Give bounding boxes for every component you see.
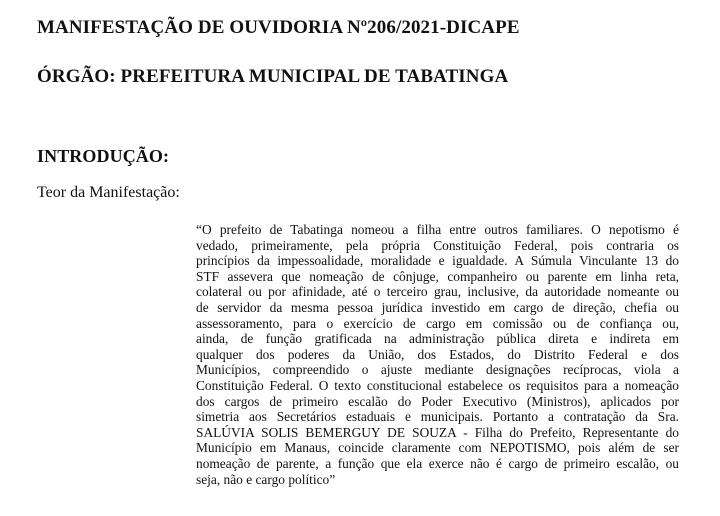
quote-line: assessoramento, para o exercício de cargo em comissão ou de confiança ou, (196, 315, 679, 331)
quote-line: qualquer dos poderes da União, dos Estados, do Distrito Federal e dos (196, 346, 679, 362)
quote-line: Constituição Federal. O texto constitucional estabelece os requisitos para a nomeação (196, 377, 679, 393)
teor-subheading: Teor da Manifestação: (37, 184, 180, 201)
quote-line: colateral ou por afinidade, até o terceiro grau, inclusive, da autoridade nomeante ou (196, 284, 679, 300)
quote-line: vedado, primeiramente, pela própria Constituição Federal, pois contraria os (196, 237, 679, 253)
quote-line: simetria aos Secretários estaduais e municipais. Portanto a contratação da Sra. (196, 409, 679, 425)
quote-line: Município em Manaus, coincide claramente com NEPOTISMO, pois além de ser (196, 440, 679, 456)
organ-heading: ÓRGÃO: PREFEITURA MUNICIPAL DE TABATINGA (37, 66, 509, 87)
quote-line: STF assevera que nomeação de cônjuge, companheiro ou parente em linha reta, (196, 268, 679, 284)
section-heading-introducao: INTRODUÇÃO: (37, 146, 170, 166)
manifestation-quote (196, 222, 679, 487)
document-title: MANIFESTAÇÃO DE OUVIDORIA Nº206/2021-DICAPE (37, 17, 520, 38)
quote-line: dos cargos de primeiro escalão do Poder Executivo (Ministros), aplicados por (196, 393, 679, 409)
quote-line: Municípios, compreendido o ajuste mediante designações recíprocas, viola a (196, 362, 679, 378)
quote-line: seja, não e cargo político” (196, 471, 336, 487)
quote-line: SALÚVIA SOLIS BEMERGUY DE SOUZA - Filha do Prefeito, Representante do (196, 424, 679, 440)
quote-line: ainda, de função gratificada na administração pública direta e indireta em (196, 331, 679, 347)
quote-line: nomeação de parente, a função que ela exerce não é cargo de primeiro escalão, ou (196, 455, 679, 471)
quote-line: “O prefeito de Tabatinga nomeou a filha entre outros familiares. O nepotismo é (196, 222, 679, 237)
quote-line: princípios da impessoalidade, moralidade e igualdade. A Súmula Vinculante 13 do (196, 253, 679, 269)
quote-line: de servidor da mesma pessoa jurídica investido em cargo de direção, chefia ou (196, 299, 679, 315)
